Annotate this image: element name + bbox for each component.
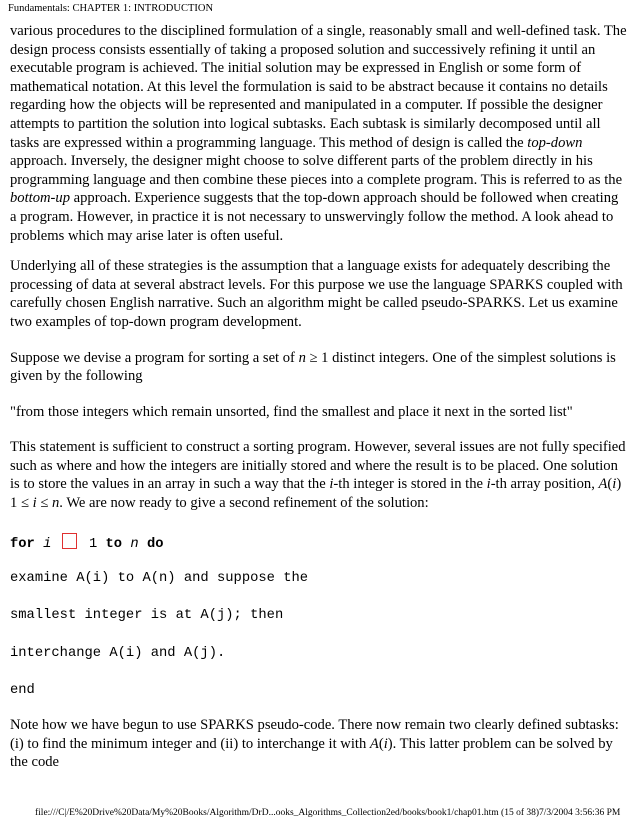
paren: ( <box>378 735 384 752</box>
paragraph-note <box>10 716 628 772</box>
p3-text-b: ≥ 1 distinct integers. One of the simplest solutions is given by the following <box>10 349 616 385</box>
term-bottom-up: bottom-up <box>10 190 70 207</box>
term-top-down: top-down <box>527 134 583 151</box>
p5-text-a: This statement is sufficient to construct a sorting program. However, several issues are not fully specified such as where and how the integers are initially stored and where the result is to be placed. One solution is to store the values in an array in such a way that the <box>10 439 626 493</box>
paragraph-quote: "from those integers which remain unsorted, find the smallest and place it next in the sorted list" <box>10 403 573 420</box>
page-footer: file:///C|/E%20Drive%20Data/My%20Books/Algorithm/DrD...ooks_Algorithms_Collection2ed/books/book1/chap01.htm (15 of 38)7/3/2004 3:56:36 PM <box>35 808 621 818</box>
code-number: 1 <box>88 537 98 552</box>
note-text <box>10 716 628 772</box>
paragraph-design-process <box>10 22 628 245</box>
paragraph-array <box>10 438 628 512</box>
p5-text-d: 1 ≤ <box>10 495 33 512</box>
paragraph-sparks: Underlying all of these strategies is the assumption that a language exists for adequately describing the processing of data at several abstract levels. For this purpose we use the language SPARKS coupled with carefully chosen English narrative. Such an algorithm might be called pseudo-SPARKS. Let us examine two examples of top-down program development. <box>10 258 623 330</box>
code-line-examine: examine A(i) to A(n) and suppose the <box>10 571 309 586</box>
note-text-c: ). This latter problem can be solved by the code <box>10 735 613 771</box>
var-A: A <box>369 735 379 752</box>
code-line-interchange: interchange A(i) and A(j). <box>10 646 226 661</box>
keyword-do: do <box>146 537 164 552</box>
page-header: Fundamentals: CHAPTER 1: INTRODUCTION <box>8 3 214 14</box>
var-i: i <box>383 735 388 752</box>
p5-text-c: -th array position, <box>490 476 599 493</box>
keyword-end: end <box>10 683 35 698</box>
p3-text-a: Suppose we devise a program for sorting a set of <box>10 349 299 366</box>
code-var-i: i <box>43 537 52 552</box>
keyword-to: to <box>105 537 123 552</box>
paragraph-sorting <box>10 349 628 386</box>
p5-text-e: ≤ <box>36 495 52 512</box>
main-text <box>10 22 628 513</box>
p1-text-e: approach. Experience suggests that the top-down approach should be followed when creating a program. However, in practice it is not necessary to unswervingly follow the method. A look ahead to problems which may arise later is often useful. <box>10 190 619 244</box>
paren: ) <box>616 476 622 493</box>
keyword-for: for <box>10 537 35 552</box>
var-i: i <box>612 476 617 493</box>
var-i: i <box>329 476 334 493</box>
p1-text-a: various procedures to the disciplined formulation of a single, reasonably small and well-defined task. The design process consists essentially of taking a proposed solution and successively refining it until an executable program is achieved. The initial solution may be expressed in English or some form of mathematical notation. At this level the formulation is said to be abstract because it contains no details regarding how the objects will be represented and manipulated in a computer. If possible the designer attempts to partition the solution into logical subtasks. Each subtask is similarly decomposed until all tasks are expressed within a programming language. This method of design is called the <box>10 23 627 151</box>
note-text-a: Note how we have begun to use SPARKS pseudo-code. There now remain two clearly defined subtasks: (i) to find the minimum integer and (ii) to interchange it with <box>10 717 619 752</box>
var-n: n <box>298 349 306 366</box>
p1-text-c: approach. Inversely, the designer might choose to solve different parts of the problem directly in his programming language and then combine these pieces into a complete program. This is referred to as the <box>10 153 623 188</box>
p5-text-b: -th integer is stored in the <box>333 476 487 493</box>
paren: ( <box>607 476 613 493</box>
var-A: A <box>598 476 608 493</box>
p5-text-f: . We are now ready to give a second refinement of the solution: <box>59 495 429 512</box>
var-n: n <box>51 495 60 512</box>
var-i: i <box>486 476 491 493</box>
code-line-for <box>10 533 164 552</box>
var-i: i <box>32 495 37 512</box>
code-line-smallest: smallest integer is at A(j); then <box>10 608 284 623</box>
missing-glyph-box <box>62 533 77 549</box>
code-var-n: n <box>130 537 139 552</box>
